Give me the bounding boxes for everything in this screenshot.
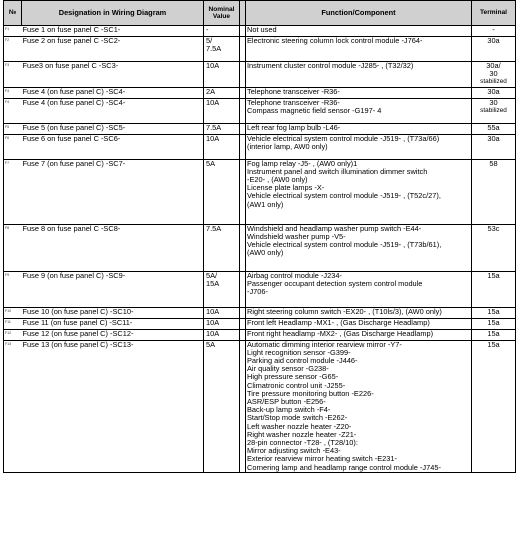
designation-cell: Fuse 13 (on fuse panel C) -SC13- bbox=[22, 340, 204, 472]
function-line: Light recognition sensor -G399- bbox=[247, 347, 351, 357]
table-row bbox=[4, 159, 516, 224]
row-number: F11 bbox=[4, 318, 22, 329]
row-number: F6 bbox=[4, 134, 22, 159]
function-cell bbox=[246, 159, 472, 224]
table-row bbox=[4, 87, 516, 98]
designation-cell: Fuse 4 (on fuse panel C) -SC4- bbox=[22, 87, 204, 98]
nominal-value-line: 10A bbox=[206, 306, 220, 316]
function-line: Vehicle electrical system control module -J519- , (T73a/66) bbox=[247, 133, 440, 143]
function-line: Back-up lamp switch -F4- bbox=[247, 405, 331, 415]
row-number: F9 bbox=[4, 271, 22, 307]
designation-cell: Fuse 5 (on fuse panel C) -SC5- bbox=[22, 123, 204, 134]
terminal-line: 58 bbox=[489, 158, 498, 168]
function-line: Tire pressure monitoring button -E226- bbox=[247, 388, 374, 398]
function-line: Airbag control module -J234- bbox=[247, 270, 342, 280]
function-cell bbox=[246, 98, 472, 123]
function-cell bbox=[246, 62, 472, 88]
function-line: Mirror adjusting switch -E43- bbox=[247, 446, 341, 456]
function-line: (AW0 only) bbox=[247, 248, 284, 258]
function-cell bbox=[246, 271, 472, 307]
nominal-value-line: 5A bbox=[206, 339, 216, 349]
function-line: Windshield washer pump -V5- bbox=[247, 231, 346, 241]
function-line: (AW1 only) bbox=[247, 199, 284, 209]
header-num: № bbox=[4, 1, 22, 26]
nominal-value-line: 10A bbox=[206, 97, 220, 107]
nominal-value-line: 10A bbox=[206, 317, 220, 327]
terminal-cell bbox=[472, 134, 516, 159]
function-cell bbox=[246, 318, 472, 329]
function-line: Front right headlamp -MX2- , (Gas Discharge Headlamp) bbox=[247, 328, 434, 338]
nominal-value-cell bbox=[204, 159, 240, 224]
designation-cell: Fuse 12 (on fuse panel C) -SC12- bbox=[22, 329, 204, 340]
table-row bbox=[4, 26, 516, 37]
table-row bbox=[4, 307, 516, 318]
designation-cell: Fuse 7 (on fuse panel C) -SC7- bbox=[22, 159, 204, 224]
designation-cell: Fuse 2 on fuse panel C -SC2- bbox=[22, 37, 204, 62]
nominal-value-line: 10A bbox=[206, 328, 220, 338]
terminal-cell bbox=[472, 329, 516, 340]
terminal-line: 55a bbox=[487, 122, 500, 132]
nominal-value-line: - bbox=[206, 25, 209, 34]
function-line: Start/Stop mode switch -E262- bbox=[247, 413, 348, 423]
function-line: Exterior rearview mirror heating switch -E231- bbox=[247, 454, 397, 464]
designation-cell: Fuse 6 on fuse panel C -SC6- bbox=[22, 134, 204, 159]
terminal-line: 15a bbox=[487, 339, 500, 349]
function-line: (interior lamp, AW0 only) bbox=[247, 141, 328, 151]
nominal-value-cell bbox=[204, 271, 240, 307]
row-number: F7 bbox=[4, 159, 22, 224]
function-line: Instrument panel and switch illumination dimmer switch bbox=[247, 166, 428, 176]
function-line: Passenger occupant detection system control module bbox=[247, 278, 423, 288]
nominal-value-cell bbox=[204, 87, 240, 98]
terminal-cell bbox=[472, 26, 516, 37]
function-line: Left rear fog lamp bulb -L46- bbox=[247, 122, 341, 132]
nominal-value-cell bbox=[204, 123, 240, 134]
nominal-value-cell bbox=[204, 329, 240, 340]
designation-cell: Fuse 4 (on fuse panel C) -SC4- bbox=[22, 98, 204, 123]
function-line: Instrument cluster control module -J285- , (T32/32) bbox=[247, 61, 414, 70]
function-cell bbox=[246, 87, 472, 98]
nominal-value-line: 5A/ bbox=[206, 270, 218, 280]
function-line: Fog lamp relay -J5- , (AW0 only)1 bbox=[247, 158, 358, 168]
function-line: Compass magnetic field sensor -G197- 4 bbox=[247, 105, 382, 115]
function-line: Parking aid control module -J446- bbox=[247, 356, 358, 366]
function-line: 28-pin connector -T28- , (T28/10): bbox=[247, 438, 358, 448]
function-line: Climatronic control unit -J255- bbox=[247, 380, 346, 390]
nominal-value-cell bbox=[204, 134, 240, 159]
designation-cell: Fuse 8 on fuse panel C -SC8- bbox=[22, 224, 204, 271]
nominal-value-cell bbox=[204, 98, 240, 123]
function-cell bbox=[246, 26, 472, 37]
function-line: Left washer nozzle heater -Z20- bbox=[247, 421, 352, 431]
terminal-line: 30a bbox=[487, 86, 500, 96]
function-line: Right steering column switch -EX20- , (T10ls/3), (AW0 only) bbox=[247, 306, 442, 316]
designation-cell: Fuse 11 (on fuse panel C) -SC11- bbox=[22, 318, 204, 329]
nominal-value-cell bbox=[204, 37, 240, 62]
header-function: Function/Component bbox=[246, 1, 472, 26]
nominal-value-cell bbox=[204, 62, 240, 88]
row-number: F3 bbox=[4, 62, 22, 88]
row-number: F2 bbox=[4, 37, 22, 62]
terminal-line: stabilized bbox=[480, 78, 507, 86]
function-cell bbox=[246, 134, 472, 159]
terminal-line: 30 bbox=[489, 69, 498, 79]
nominal-value-cell bbox=[204, 224, 240, 271]
nominal-value-cell bbox=[204, 340, 240, 472]
table-row bbox=[4, 37, 516, 62]
nominal-value-line: 7.5A bbox=[206, 44, 222, 54]
function-line: Automatic dimming interior rearview mirror -Y7- bbox=[247, 339, 402, 349]
nominal-value-cell bbox=[204, 26, 240, 37]
terminal-cell bbox=[472, 98, 516, 123]
row-number: F5 bbox=[4, 123, 22, 134]
nominal-value-line: 5A bbox=[206, 158, 216, 168]
table-row bbox=[4, 62, 516, 88]
terminal-line: 15a bbox=[487, 306, 500, 316]
header-designation: Designation in Wiring Diagram bbox=[22, 1, 204, 26]
terminal-cell bbox=[472, 340, 516, 472]
table-row bbox=[4, 134, 516, 159]
row-number: F12 bbox=[4, 329, 22, 340]
designation-cell: Fuse 9 (on fuse panel C) -SC9- bbox=[22, 271, 204, 307]
nominal-value-cell bbox=[204, 318, 240, 329]
function-cell bbox=[246, 307, 472, 318]
function-line: Telephone transceiver -R36- bbox=[247, 97, 340, 107]
terminal-cell bbox=[472, 159, 516, 224]
table-row bbox=[4, 224, 516, 271]
nominal-value-line: 15A bbox=[206, 278, 220, 288]
terminal-line: - bbox=[492, 25, 495, 34]
table-row bbox=[4, 329, 516, 340]
table-row bbox=[4, 271, 516, 307]
terminal-line: 30a bbox=[487, 36, 500, 45]
terminal-line: 15a bbox=[487, 317, 500, 327]
table-row bbox=[4, 98, 516, 123]
terminal-line: 15a bbox=[487, 270, 500, 280]
terminal-cell bbox=[472, 123, 516, 134]
function-line: Vehicle electrical system control module -J519- , (T52c/27), bbox=[247, 191, 441, 201]
function-line: Front left Headlamp -MX1- , (Gas Discharge Headlamp) bbox=[247, 317, 430, 327]
table-row bbox=[4, 123, 516, 134]
terminal-line: 15a bbox=[487, 328, 500, 338]
row-number: F1 bbox=[4, 26, 22, 37]
designation-cell: Fuse 10 (on fuse panel C) -SC10- bbox=[22, 307, 204, 318]
header-value bbox=[204, 1, 240, 26]
row-number: F4 bbox=[4, 98, 22, 123]
function-line: Vehicle electrical system control module -J519- , (T73b/61), bbox=[247, 240, 442, 250]
function-cell bbox=[246, 340, 472, 472]
header-terminal: Terminal bbox=[472, 1, 516, 26]
designation-cell: Fuse 1 on fuse panel C -SC1- bbox=[22, 26, 204, 37]
terminal-line: 53c bbox=[487, 223, 500, 233]
row-number: F8 bbox=[4, 224, 22, 271]
table-row bbox=[4, 318, 516, 329]
terminal-line: 30 bbox=[489, 97, 498, 107]
nominal-value-line: 5/ bbox=[206, 36, 213, 45]
terminal-line: stabilized bbox=[480, 106, 507, 114]
row-number: F4 bbox=[4, 87, 22, 98]
nominal-value-line: 10A bbox=[206, 133, 220, 143]
function-line: Telephone transceiver -R36- bbox=[247, 86, 340, 96]
function-line: Electronic steering column lock control module -J764- bbox=[247, 36, 423, 45]
function-line: -E20- , (AW0 only) bbox=[247, 175, 308, 185]
nominal-value-line: 2A bbox=[206, 86, 216, 96]
terminal-cell bbox=[472, 62, 516, 88]
table-header-row bbox=[4, 1, 516, 26]
row-number: F10 bbox=[4, 307, 22, 318]
function-line: Cornering lamp and headlamp range control module -J745- bbox=[247, 462, 441, 472]
function-line: High pressure sensor -G65- bbox=[247, 372, 339, 382]
function-line: Windshield and headlamp washer pump switch -E44- bbox=[247, 223, 422, 233]
nominal-value-line: 10A bbox=[206, 61, 220, 70]
function-line: Right washer nozzle heater -Z21- bbox=[247, 429, 357, 439]
table-row bbox=[4, 340, 516, 472]
nominal-value-cell bbox=[204, 307, 240, 318]
terminal-cell bbox=[472, 87, 516, 98]
function-line: Not used bbox=[247, 25, 277, 34]
function-line: Air quality sensor -G238- bbox=[247, 364, 329, 374]
nominal-value-line: 7.5A bbox=[206, 223, 222, 233]
function-cell bbox=[246, 329, 472, 340]
fuse-table bbox=[3, 0, 516, 473]
terminal-cell bbox=[472, 271, 516, 307]
terminal-cell bbox=[472, 307, 516, 318]
nominal-value-line: 7.5A bbox=[206, 122, 222, 132]
header-value-line1: Nominal bbox=[208, 5, 235, 13]
terminal-line: 30a/ bbox=[486, 61, 501, 70]
function-line: ASR/ESP button -E256- bbox=[247, 397, 326, 407]
function-cell bbox=[246, 123, 472, 134]
function-line: -J706- bbox=[247, 287, 268, 297]
function-cell bbox=[246, 37, 472, 62]
header-value-line2: Value bbox=[212, 13, 231, 20]
function-line: License plate lamps -X- bbox=[247, 183, 325, 193]
terminal-line: 30a bbox=[487, 133, 500, 143]
terminal-cell bbox=[472, 318, 516, 329]
function-cell bbox=[246, 224, 472, 271]
terminal-cell bbox=[472, 37, 516, 62]
designation-cell: Fuse3 on fuse panel C -SC3- bbox=[22, 62, 204, 88]
row-number: F13 bbox=[4, 340, 22, 472]
terminal-cell bbox=[472, 224, 516, 271]
